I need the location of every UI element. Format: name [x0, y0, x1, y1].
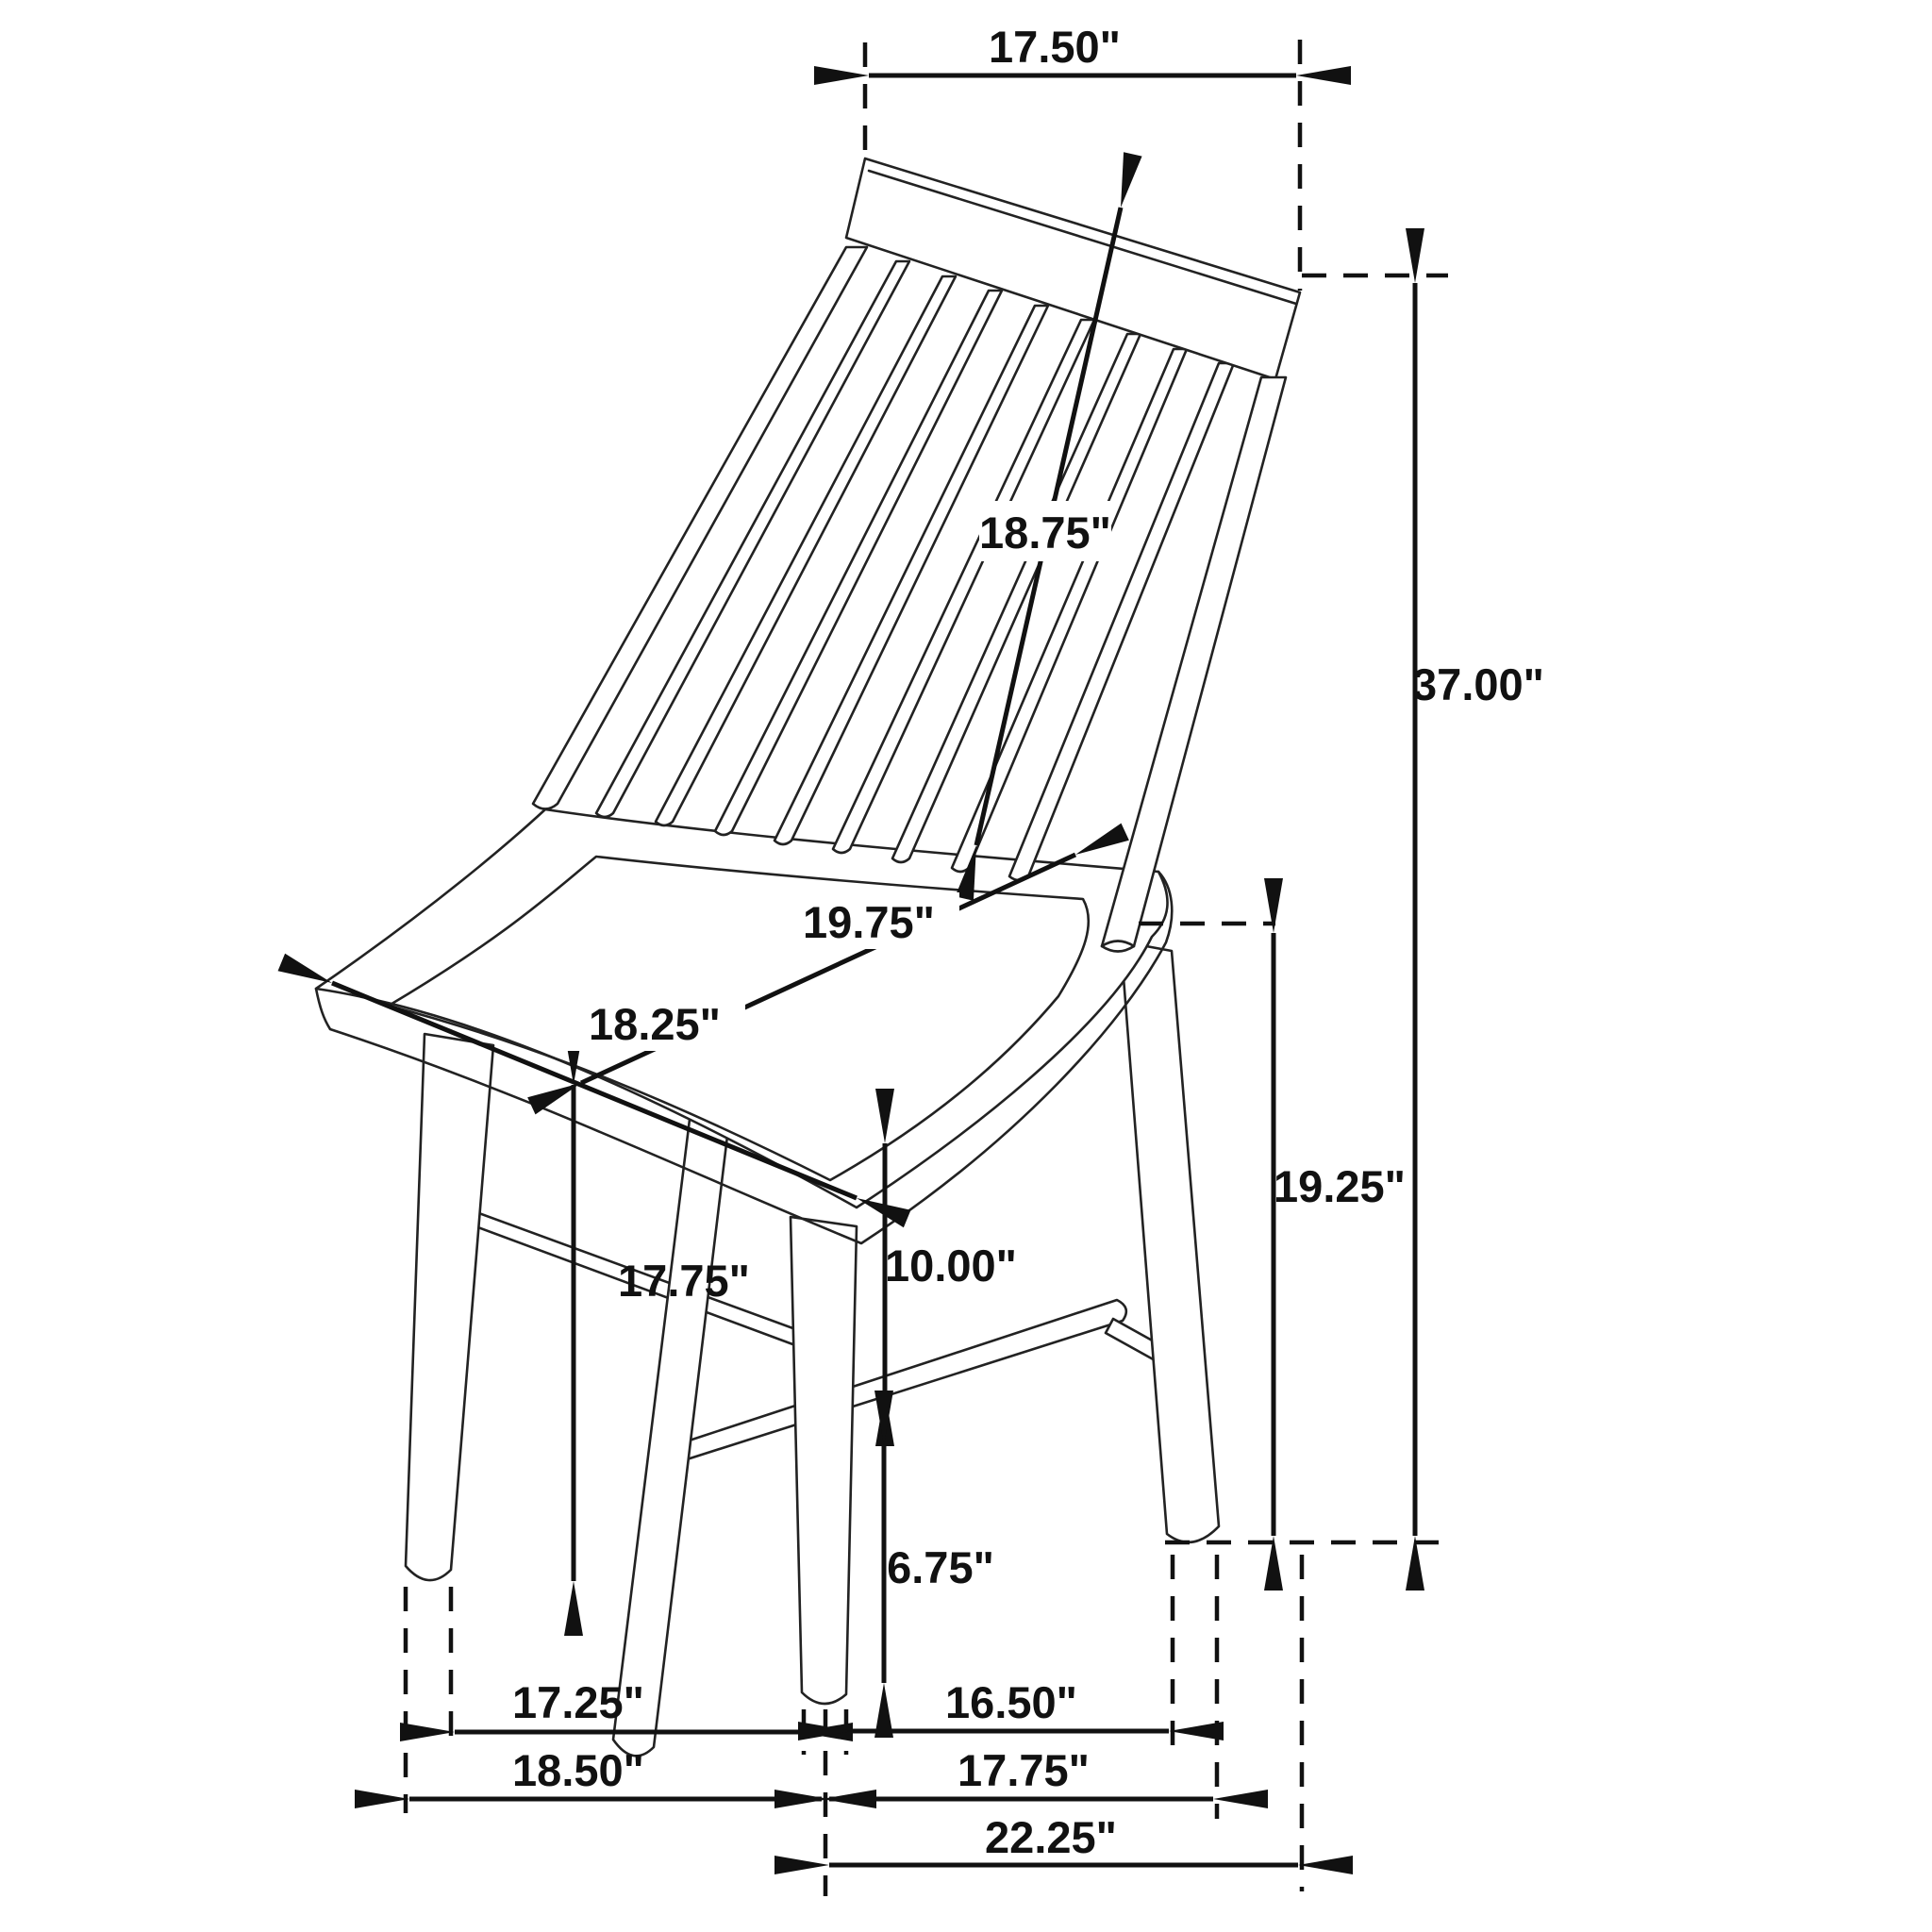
label-seat-height-rear: 19.25"	[1274, 1161, 1406, 1211]
label-stretcher-to-floor: 6.75"	[887, 1542, 994, 1592]
label-stretcher-spacing: 10.00"	[885, 1241, 1017, 1291]
label-front-leg-height: 17.75"	[618, 1256, 750, 1306]
label-front-feet-inner: 17.25"	[512, 1677, 644, 1727]
chair-leg-rear-left	[613, 1074, 734, 1756]
label-overall-height: 37.00"	[1412, 659, 1544, 709]
label-back-top-width: 17.50"	[989, 22, 1121, 72]
label-seat-width: 18.25"	[589, 999, 721, 1049]
chair-leg-rear-right	[1121, 941, 1219, 1542]
label-seat-depth: 19.75"	[803, 897, 935, 947]
chair-back-spindle	[715, 291, 1002, 835]
label-right-feet-inner: 16.50"	[945, 1677, 1077, 1727]
chair-leg-front-left	[406, 1034, 493, 1580]
chair-leg-front-right	[791, 1217, 857, 1704]
label-right-feet-outer: 17.75"	[958, 1745, 1090, 1795]
chair-drawing	[316, 158, 1300, 1756]
label-front-feet-outer: 18.50"	[512, 1745, 644, 1795]
label-back-rest-diagonal: 18.75"	[979, 508, 1111, 558]
label-overall-depth: 22.25"	[985, 1812, 1117, 1862]
chair-rear-stretcher	[658, 1300, 1126, 1467]
